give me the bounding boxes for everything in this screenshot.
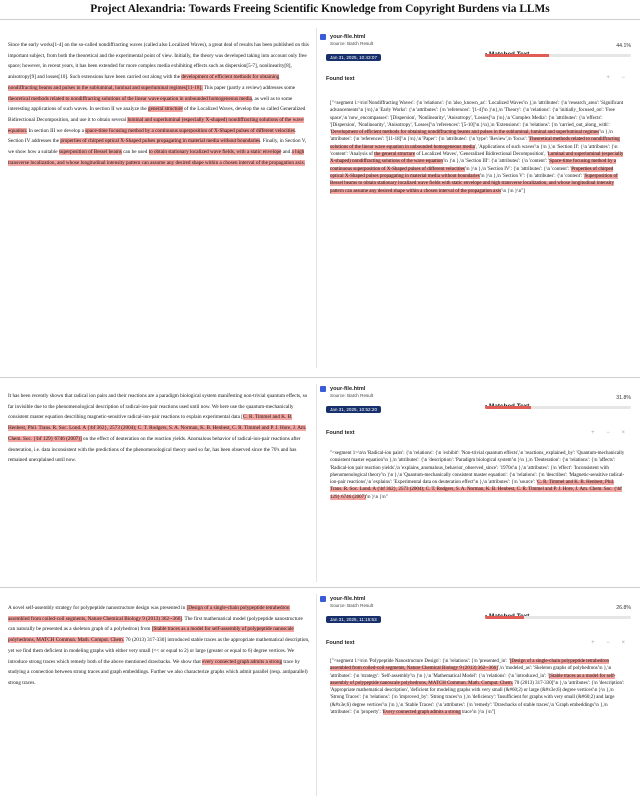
- text-segment: This paper (partly a review) addresses some: [202, 84, 296, 91]
- zoom-tools[interactable]: + − ×: [591, 430, 630, 436]
- text-segment: can be used: [121, 149, 149, 156]
- matched-percent: 31.8%: [616, 395, 631, 401]
- date-badge: Jan 31, 2025, 10:43:07: [326, 54, 381, 61]
- date-badge: Jan 31, 2025, 11:15:53: [326, 616, 381, 623]
- text-segment: trace'\n }\n }\n"]: [460, 710, 496, 716]
- matched-highlight: the general structure: [374, 152, 416, 158]
- text-segment: . Section IV addresses the: [8, 127, 297, 145]
- found-text-label: Found text: [326, 640, 355, 646]
- date-badge: Jan 31, 2025, 10:52:20: [326, 406, 381, 413]
- result-panel-3: [0, 587, 640, 801]
- matched-highlight: space-time focusing method by a continuous superposition of X-Shaped pulses of different velocities: [85, 127, 295, 134]
- matched-highlight: Every connected graph admits a strong: [382, 710, 461, 716]
- source-label: Source: Batch Result: [330, 41, 374, 46]
- matched-highlight: to obtain stationary localized wave fields, with a static envelope: [148, 149, 282, 156]
- text-segment: on the effect of deuteration on the reaction yields. Anomalous behavior of radical-ion-pair reactions after deuteration, i.e. data inconsistent with the predictions of the phenomenological theory used so far, has been observed since the 70's and has remained unexplained until now.: [8, 435, 301, 464]
- found-text-content: [330, 658, 626, 716]
- source-text: [8, 603, 310, 689]
- match-progress-bar: [485, 406, 631, 409]
- result-panel-1: [0, 19, 640, 377]
- matched-highlight: development of efficient methods for obtaining nondiffracting beams and pulses in the subluminal, luminal and superluminal regimes[11-18].: [8, 74, 280, 91]
- matched-highlight: Space-time focusing method by a continuous superposition of X-Shaped pulses of different velocities: [330, 159, 617, 172]
- file-line: [320, 32, 636, 41]
- matched-highlight: Properties of chirped optical X-Shaped pulses propagating in material media without boundaries: [330, 166, 614, 179]
- matched-percent: 26.8%: [616, 605, 631, 611]
- file-icon: [320, 386, 326, 392]
- matched-highlight: [Design of a single-chain polypeptide tetrahedron assembled from coiled-coil segments, Nature Chemical Biology 9 (2013) 362--366]: [8, 605, 290, 622]
- text-segment: 70 (2013) 317-330]'\n },\n 'attributes': {\n 'description': 'Appropriate mathematical description', 'deficient for modeling graphs with very small (&#60;2) or large (&#x3e;6) degree vertices'\n }\n },\n 'Strong Traces': {\n 'relations': {\n 'improved_by': 'Strong traces'\n },\n 'deficiency': 'Insufficient for graphs with very small (&#60;2) and large (&#x3e;6) degree vertices'\n }\n },\n 'Stable Traces': {\n 'attributes': {\n 'remedy': 'Drawbacks of stable traces',\n 'Graph embeddings'\n },\n 'attributes': {\n 'property': ': [330, 680, 625, 716]
- text-segment: trace by studying a connection between strong traces and graph embeddings. Further we also characterize graphs which admit parallel (resp. antiparallel) strong traces.: [8, 658, 308, 686]
- text-segment: '\n }\n }\n"]: [501, 188, 525, 194]
- match-progress-bar: [485, 54, 631, 57]
- panel-divider: [316, 28, 317, 368]
- text-segment: ["<segment 1>\n\n'Nondiffracting Waves': {\n 'relations': {\n 'also_known_as': 'Localized Waves'\n },\n 'attributes': {\n 'research_area': 'Significant advancements'\n }\n},\n 'Early Works': {\n 'attributes': {\n 'references': '[1-4]'\n }\n},\n 'Theory': {\n 'relations': {\n 'initially_focused_on': 'Free space',\n 'now_encompasses': '[Dispersion', 'Nonlinearity', 'Anisotropy', 'Losses]'\n }\n},\n 'Complex Media': {\n 'attributes': {\n 'effects': '[Dispersion', 'Nonlinearity', 'Anisotropy', 'Losses]'\n 'references': '[5-10]'\n }\n},\n 'Extensions': {\n 'relations': {\n 'carried_out_along_with':: [330, 101, 624, 128]
- matched-highlight: a high transverse localization, and whose longitudinal intensity pattern can assume any desired shape within a chosen interval of the propagation axis.: [8, 149, 305, 166]
- text-segment: , as well as to some interesting applications of such waves. In section II we analyze the: [8, 95, 293, 113]
- match-progress-bar: [485, 616, 631, 619]
- panel-divider: [316, 594, 317, 796]
- match-progress-fill: [485, 54, 549, 57]
- text-segment: . The first mathematical model (polypeptide nanostructure can naturally be presented as a skeleton graph of a polyhedron) from: [8, 615, 303, 633]
- panel-divider: [316, 384, 317, 582]
- text-segment: Since the early works[1-4] on the so-called nondiffracting waves (called also Localized Waves), a great deal of results has been published on this important subject, from both the theoretical and the experimental point of view. Initially, the theory was developed taking into account only free space; however, in recent years, it has been extended for more complex media exhibiting effects such as dispersion[5-7], nonlinearity[8], anisotropy[9] and losses[10]. Such extensions have been carried out along with the: [8, 42, 309, 81]
- text-segment: In section III we develop a: [27, 127, 86, 134]
- matched-highlight: Superposition of Bessel beams to obtain stationary localized wave fields with static envelope and high transverse localization, and whose longitudinal intensity pattern can assume any desired shape within a chosen interval of the propagation axis: [330, 173, 618, 194]
- text-segment: '\n }\n }\n": [365, 494, 388, 500]
- match-side: [320, 32, 636, 372]
- text-segment: A novel self-assembly strategy for polypeptide nanostructure design was presented in: [8, 605, 187, 611]
- matched-highlight: every connected graph admits a strong: [202, 658, 283, 665]
- match-progress-fill: [485, 406, 531, 409]
- page-title: Project Alexandria: Towards Freeing Scientific Knowledge from Copyright Burdens via LLMs: [90, 3, 550, 15]
- matched-highlight: C. R. Timmel and K. B. Henbest, Phil. Trans. R. Soc. Lond. A {\bf 362}, 2573 (2004); C. T. Rodgers, S. A. Norman, K. B. Henbest, C. R. Timmel and P. J. Hore, J. Am. Chem. Soc. {\bf 129} 6746 (2007)]: [8, 414, 307, 442]
- text-segment: '\n }\n },\n 'Section V': {\n 'attributes': {\n 'content': ': [479, 173, 585, 179]
- matched-highlight: general structure: [148, 106, 183, 113]
- matched-highlight: Development of efficient methods for obtaining nondiffracting beams and pulses in the subluminal, luminal and superluminal regimes: [330, 130, 600, 136]
- text-segment: ["<segment 1>\n\n 'Polypeptide Nanostructure Design': {\n 'relations': {\n 'presented_in': ': [330, 659, 510, 664]
- matched-highlight: theoretical methods related to nondiffracting solutions of the linear wave equation in unbounded homogeneous media: [8, 95, 252, 102]
- matched-percent: 44.1%: [616, 43, 631, 49]
- text-segment: of the Localized Waves, develop the so called Generalized Bidirectional Decomposition, and use it to obtain several: [8, 106, 306, 123]
- zoom-tools[interactable]: + −: [606, 75, 630, 81]
- match-side: [320, 594, 636, 800]
- text-segment: It has been recently shown that radical ion pairs and their reactions are a paradigm biological system manifesting non-trivial quantum effects, so far invisible due to the phenomenological description of radical-ion-pair reactions used until now. We here use the quantum-mechanically consistent master equation describing magnetic-sensitive radical-ion-pair reactions to explain experimental data [: [8, 393, 308, 421]
- matched-highlight: [Stable traces as a model for self-assembly of polypeptide nanoscale polyhedrons, MATCH Commun. Math. Comput. Chem.: [330, 673, 616, 686]
- text-segment: '\n }\n },\n 'Section IV': {\n 'attributes': {\n 'content': ': [464, 166, 572, 172]
- source-label: Source: Batch Result: [330, 603, 374, 608]
- matched-highlight: Luminal and superluminal (especially X-shaped) nondiffracting solutions of the wave equation: [330, 152, 624, 165]
- matched-highlight: [Stable traces as a model for self-assembly of polypeptide nanoscale polyhedrons, MATCH Commun. Math. Comput. Chem.: [8, 626, 294, 644]
- file-name[interactable]: your-file.html: [330, 33, 366, 40]
- text-segment: "<segment 1>\n\n 'Radical-ion pairs': {\n 'relations': {\n 'exhibit': 'Non-trivial quantum effects',\n 'reactions_explained_by': 'Quantum-mechanically consistent master equation'\n },\n 'attributes': {\n 'description': 'Paradigm biological system'\n }\n },\n 'Deuteration': {\n 'relations': {\n 'affects': 'Radical-ion pair reaction yields',\n 'explains_anomalous_behavior_observed_since': '1970s'\n },\n 'attributes': {\n 'effect': 'Inconsistent with phenomenological theory'\n }\n },\n 'Quantum-mechanically consistent master equation': {\n 'relations': {\n 'describes': 'Magnetic-sensitive radical-ion-pair reactions',\n 'explains': 'Experimental data on deuteration effect'\n },\n 'attributes': {\n 'source': ': [330, 451, 625, 486]
- text-segment: . Finally, in Section V, we show how a suitable: [8, 138, 307, 156]
- matched-highlight: [Design of a single-chain polypeptide tetrahedron assembled from coiled-coil segments, Nature Chemical Biology 9 (2013) 362--366]: [330, 659, 610, 672]
- file-line: [320, 384, 636, 393]
- source-label: Source: Batch Result: [330, 393, 374, 398]
- matched-highlight: luminal and superluminal (especially X-shaped) nondiffracting solutions of the wave equation.: [8, 116, 304, 134]
- found-text-label: Found text: [326, 430, 355, 436]
- matched-text-row: [485, 395, 633, 413]
- text-segment: '\n },\n 'attributes': {\n 'references': '[11-18]'\n }\n},\n 'Paper': {\n 'attributes': {\n 'type': 'Review',\n 'focus': ': [330, 130, 613, 143]
- matched-text-row: [485, 605, 633, 623]
- result-panel-2: [0, 377, 640, 587]
- matched-highlight: properties of chirped optical X-Shaped pulses propagating in material media without boundaries: [60, 138, 261, 145]
- file-name[interactable]: your-file.html: [330, 595, 366, 602]
- matched-highlight: superposition of Bessel beams: [58, 149, 122, 156]
- file-icon: [320, 34, 326, 40]
- file-icon: [320, 596, 326, 602]
- text-segment: 70 (2013) 317-330] introduced stable traces as the appropriate mathematical description, yet we find them deficient in modeling graphs with either very small (=< or equal to 2) or large (greater or equal to 6) degree vertices. We introduce strong traces which remedy both of the above mentioned drawbacks. We show that: [8, 637, 310, 665]
- matched-highlight: Theoretical methods related to nondiffracting solutions of the linear wave equation in unbounded homogeneous media: [330, 137, 620, 150]
- found-text-content: [330, 100, 626, 195]
- zoom-tools[interactable]: + − ×: [591, 640, 630, 646]
- found-text-label: Found text: [326, 76, 355, 82]
- matched-highlight: C. R. Timmel and K. B. Henbest, Phil. Trans. R. Soc. Lond. A {\bf 362}, 2573 (2004); C. T. Rodgers, S. A. Norman, K. B. Henbest, C. R. Timmel and P. J. Hore, J. Am. Chem. Soc. {\bf 129} 6746 (2007): [330, 480, 622, 500]
- source-text: [8, 40, 310, 168]
- found-text-content: [330, 450, 626, 501]
- match-progress-fill: [485, 616, 524, 619]
- match-side: [320, 384, 636, 584]
- source-text: [8, 391, 310, 466]
- text-segment: ',\n 'modeled_as': 'Skeleton graphs of polyhedrons'\n },\n 'attributes': {\n 'strategy': 'Self-assembly'\n }\n },\n 'Mathematical Model': {\n 'relations': {\n 'introduced_in': ': [330, 666, 612, 679]
- text-segment: ', 'Applications of such waves'\n }\n },\n 'Section II': {\n 'attributes': {\n 'content': 'Analysis of: [330, 144, 618, 158]
- text-segment: of Localized Waves', 'Generalized Bidirectional Decomposition', ': [415, 152, 548, 158]
- matched-text-row: [485, 43, 633, 61]
- text-segment: and: [281, 149, 292, 156]
- file-name[interactable]: your-file.html: [330, 385, 366, 392]
- file-line: [320, 594, 636, 603]
- text-segment: '\n }\n },\n 'Section III': {\n 'attributes': {\n 'content': ': [442, 159, 550, 165]
